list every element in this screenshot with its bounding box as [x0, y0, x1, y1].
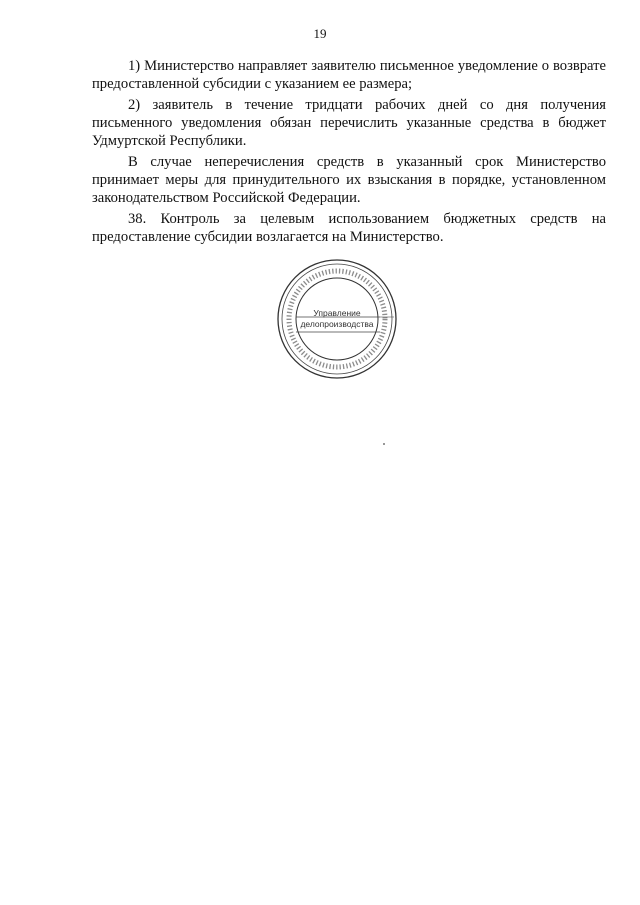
official-stamp	[276, 258, 398, 380]
document-body	[92, 57, 606, 249]
paragraph-3: В случае неперечисления средств в указанный срок Министерство принимает меры для принудительного их взыскания в порядке, установленном законодательством Российской Федерации.	[92, 154, 606, 206]
stamp-line-2: делопроизводства	[300, 319, 374, 329]
stamp-line-1: Управление	[313, 308, 361, 318]
paragraph-2: 2) заявитель в течение тридцати рабочих дней со дня получения письменного уведомления обязан перечислить указанные средства в бюджет Удмуртской Республики.	[92, 97, 606, 149]
page-number: 19	[313, 26, 327, 41]
paragraph-1: 1) Министерство направляет заявителю письменное уведомление о возврате предоставленной субсидии с указанием ее размера;	[92, 58, 606, 92]
paragraph-4: 38. Контроль за целевым использованием бюджетных средств на предоставление субсидии возлагается на Министерство.	[92, 211, 606, 245]
ink-speck	[383, 443, 385, 445]
